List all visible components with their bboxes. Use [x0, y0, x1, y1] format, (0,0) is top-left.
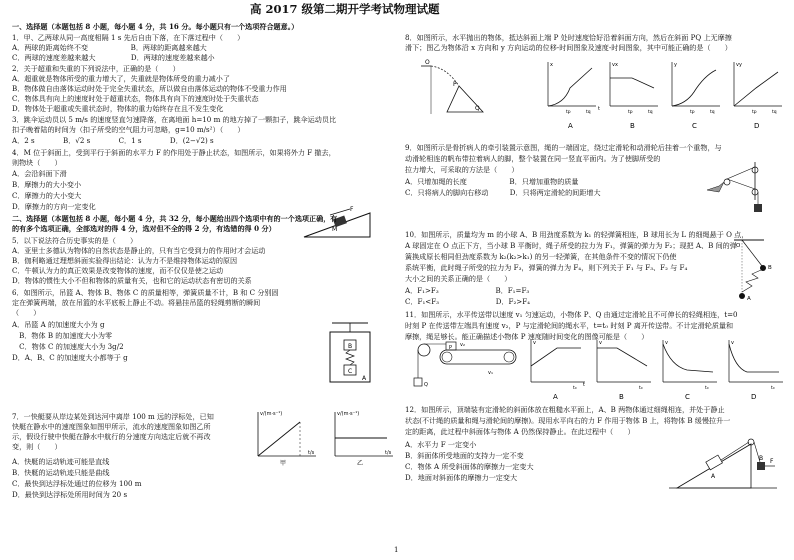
q10-line: A 球固定在 O 点正下方，当小球 B 平衡时，绳子所受的拉力为 F₁，弹簧的弹力为 F₂；现把 A、B 间的弹: [405, 241, 737, 250]
q5-line: B．伽利略通过理想斜面实验得出结论：认为力不是维持物体运动的原因: [12, 256, 238, 265]
label-b: B: [759, 455, 764, 462]
section-1-header: 一、选择题（本题包括 8 小题，每小题 4 分，共 16 分。每小题只有一个选项符合题意。）: [12, 22, 299, 31]
q1-line: A．两球的距离始终不变 B．两球的距离越来越大: [12, 43, 207, 52]
q5-line: A．亚里士多德认为物体的自然状态是静止的，只有当它受到力的作用时才会运动: [12, 246, 266, 255]
axis-label: v: [533, 340, 536, 346]
curve: [531, 348, 581, 366]
q7-line: B．快艇的运动轨迹只能是曲线: [12, 468, 110, 477]
q11-line: 11．如图所示，水平传送带以速度 v₁ 匀速运动，小物体 P、Q 由通过定滑轮且不可伸长的轻绳相连，t=0: [405, 310, 738, 319]
spring: [346, 350, 354, 365]
q8-graph-c: [672, 62, 720, 130]
caption-yi: 乙: [357, 460, 364, 467]
q12-line: 定的距离，此过程中斜面体与物体 A 仍然保持静止。在此过程中（ ）: [405, 427, 635, 436]
q9-traction-figure: [705, 160, 775, 216]
curve: [734, 72, 778, 106]
axis-label: v: [599, 340, 602, 346]
page-number: 1: [394, 546, 399, 554]
label-p: P: [449, 345, 453, 351]
q9-line: 9．如图所示是骨折病人的牵引装置示意图，绳的一端固定，绕过定滑轮和动滑轮后挂着一个重物，与: [405, 143, 722, 152]
q3-line: 3．跳伞运动员以 5 m/s 的速度竖直匀速降落，在离地面 h=10 m 的地方掉了一颗扣子，跳伞运动员比: [12, 115, 337, 124]
sec2-line: 二、选择题（本题包括 8 小题，每小题 4 分，共 32 分，每小题给出四个选项中有的一个选项正确，有: [12, 214, 338, 223]
q2-line: D．物体处于超重或失重状态时，物体的重力始终存在且不发生变化: [12, 104, 224, 113]
q8-graph-d: [734, 62, 782, 130]
q12-line: A．水平力 F 一定变小: [405, 440, 477, 449]
axis-label: v: [665, 340, 668, 346]
q8-graph-a: [548, 62, 596, 130]
q4-line: A．会沿斜面下滑: [12, 169, 67, 178]
q1-line: 1．甲、乙两球从同一高度相隔 1 s 先后自由下落，在下落过程中（ ）: [12, 33, 245, 42]
axis-label: x: [550, 62, 553, 68]
q11-belt-figure: [410, 340, 520, 392]
q7-line: 7．一快艇要从岸边某处到达河中离岸 100 m 远的浮标处，已知: [12, 412, 214, 421]
label-m: M: [332, 226, 338, 233]
q7-line: A．快艇的运动轨迹可能是直线: [12, 457, 110, 466]
axis-label-t: t/s: [385, 450, 392, 456]
q10-line: 簧换成原长相同但劲度系数为 k₂(k₂>k₁) 的另一轻弹簧，在其他条件不变的情况下仍使: [405, 252, 677, 261]
q7-line: 示，假设行驶中快艇在静水中航行的分速度方向选定后就不再改: [12, 432, 211, 441]
label-p: P: [453, 81, 457, 88]
label-f: F: [350, 206, 354, 213]
weight: [754, 204, 762, 212]
q3-line: 扣子晚着陆的时间为（扣子所受的空气阻力可忽略，g=10 m/s²）（ ）: [12, 125, 245, 134]
option-label: B: [630, 122, 635, 130]
q7-line: C．最快到达浮标处通过的位移为 100 m: [12, 479, 142, 488]
roller: [504, 352, 514, 362]
q10-line: 10．如图所示，质量均为 m 的小球 A、B 用劲度系数为 k₁ 的轻弹簧相连，B 球用长为 L 的细绳悬于 O 点，: [405, 230, 749, 239]
axis-label: vx: [612, 62, 618, 68]
q2-line: A．超重就是物体所受的重力增大了，失重就是物体所受的重力减小了: [12, 74, 230, 83]
q9-line: C．只将病人的脚向右移动 D．只将两定滑轮的间距增大: [405, 188, 601, 197]
label-a: A: [747, 296, 751, 302]
tick-tp: tp: [752, 110, 757, 115]
tick-tq: tq: [710, 110, 715, 115]
option-label: C: [692, 122, 697, 130]
block-a: [706, 455, 723, 470]
q6-basket-figure: [324, 320, 376, 386]
q7-line: D．最快到达浮标处所用时间为 20 s: [12, 490, 128, 499]
q4-line: 则物块（ ）: [12, 158, 62, 167]
label-v2: v₂: [460, 342, 465, 348]
q5-line: C．牛顿认为力的真正效果是改变物体的速度，而不仅仅是使之运动: [12, 266, 224, 275]
q8-option-graphs: [540, 58, 785, 132]
axis-label: y: [674, 62, 677, 68]
velocity-line: [258, 422, 300, 456]
tick-label: t₀: [705, 386, 709, 391]
q6-line: （ ）: [12, 308, 41, 317]
q10-line: 系统平衡，此时绳子所受的拉力为 F₃，弹簧的弹力为 F₄，则下列关于 F₁ 与 F₃、F₂ 与 F₄: [405, 263, 688, 272]
label-a: A: [362, 375, 367, 382]
axis-label-v: v/(m·s⁻¹): [337, 411, 360, 417]
q4-line: B．摩擦力的大小变小: [12, 180, 82, 189]
q11-graph-c: [663, 340, 717, 401]
block-b: [757, 462, 765, 470]
q6-line: A．吊篮 A 的加速度大小为 g: [12, 320, 105, 329]
q11-graph-a: [531, 340, 585, 401]
tick-tp: tp: [628, 110, 633, 115]
q9-line: A．只增加绳的长度 B．只增加重物的质量: [405, 177, 579, 186]
page-title: 高 2017 级第二期开学考试物理试题: [250, 2, 440, 16]
q11-graph-d: [729, 340, 783, 401]
spring: [742, 270, 761, 292]
label-q: Q: [424, 382, 428, 388]
axis-label: vy: [736, 62, 742, 68]
curve: [663, 344, 713, 372]
q7-line: 变，则（ ）: [12, 442, 62, 451]
label-b: B: [348, 343, 353, 350]
q6-line: C．物体 C 的加速度大小为 3g/2: [12, 342, 124, 351]
axis-label-v: v/(m·s⁻¹): [260, 411, 283, 417]
q10-line: A．F₁>F₃ B．F₁=F₃: [405, 286, 530, 295]
ball-a: [739, 293, 745, 299]
curve: [672, 70, 716, 106]
q4-line: C．摩擦力的大小变大: [12, 191, 82, 200]
q5-line: D．物体的惯性大小不但和物体的质量有关，也和它的运动状态有密切的关系: [12, 276, 252, 285]
q1-line: C．两球的速度差越来越大 D．两球的速度差越来越小: [12, 53, 215, 62]
sec2-line: 的有多个选项正确，全部选对的得 4 分，选对但不全的得 2 分，有选错的得 0 分）: [12, 224, 276, 233]
string: [742, 240, 762, 266]
axis-label: v: [731, 340, 734, 346]
option-label: A: [553, 393, 558, 401]
q8-incline-figure: [417, 56, 487, 118]
q2-line: B．物体做自由落体运动时处于完全失重状态，所以做自由落体运动的物体不受重力作用: [12, 84, 287, 93]
axis-label-t: t: [598, 106, 600, 112]
curve: [597, 348, 647, 366]
tick-label: t₀: [573, 386, 577, 391]
patient-foot: [707, 182, 724, 192]
q9-line: 动滑轮相连的帆布带拉着病人的脚，整个装置在同一竖直平面内。为了使脚所受的: [405, 154, 661, 163]
q10-spring-figure: [730, 236, 780, 306]
q8-graph-b: [610, 62, 658, 130]
q8-line: 8．如图所示，水平抛出的物体，抵达斜面上端 P 处时速度恰好沿着斜面方向，然后在斜面 PQ 上无摩擦: [405, 33, 732, 42]
q12-line: D．地面对斜面体的摩擦力一定变大: [405, 473, 518, 482]
q11-graph-b: [597, 340, 651, 401]
q9-line: 拉力增大，可采取的方法是（ ）: [405, 165, 519, 174]
q11-line: 时刻 P 在传送带左端具有速度 v₂，P 与定滑轮间的绳水平，t=t₀ 时刻 P 离开传送带。不计定滑轮质量和: [405, 321, 734, 330]
label-b: B: [768, 265, 772, 271]
q12-line: B．斜面体所受地面的支持力一定不变: [405, 451, 524, 460]
label-f: F: [770, 458, 774, 465]
caption-jia: 甲: [280, 460, 287, 467]
q3-line: A．2 s B．√2 s C．1 s D．(2−√2) s: [12, 136, 214, 145]
pulley: [418, 344, 430, 356]
option-label: B: [619, 393, 624, 401]
option-label: A: [568, 122, 573, 130]
block-q: [414, 378, 422, 386]
q6-line: B．物体 B 的加速度大小为零: [12, 331, 113, 340]
q6-line: 定在弹簧两端，放在吊篮的水平底板上静止不动。将悬挂吊篮的轻绳剪断的瞬间: [12, 298, 261, 307]
tick-tq: tq: [586, 110, 591, 115]
label-o: O: [736, 243, 741, 249]
option-label: D: [751, 393, 757, 401]
tick-tp: tp: [566, 110, 571, 115]
q12-line: 状态(不计绳的质量和绳与滑轮间的摩擦)。现用水平向右的力 F 作用于物体 B 上，将物体 B 缓慢拉升一: [405, 416, 731, 425]
q5-line: 5．以下说法符合历史事实的是（ ）: [12, 236, 138, 245]
tick-label: t₀: [771, 386, 775, 391]
q6-line: D．A、B、C 的加速度大小都等于 g: [12, 353, 128, 362]
label-c: C: [348, 368, 353, 375]
label-v1: v₁: [488, 370, 493, 376]
label-o: O: [425, 59, 430, 66]
q4-line: 4．M 位于斜面上，受到平行于斜面的水平力 F 的作用处于静止状态，如图所示，如果将外力 F 撤去，: [12, 148, 336, 157]
q2-line: 2．关于超重和失重的下列说法中，正确的是（ ）: [12, 64, 180, 73]
q11-option-graphs: [523, 336, 785, 402]
axis-label-t: t: [583, 382, 585, 388]
tick-label: t₀: [639, 386, 643, 391]
roller: [442, 352, 452, 362]
rope-a: [721, 442, 749, 460]
curve: [610, 78, 654, 88]
q2-line: C．物体具有向上的速度时处于超重状态，物体具有向下的速度时处于失重状态: [12, 94, 259, 103]
option-label: C: [685, 393, 690, 401]
axis-label-t: t/s: [308, 450, 315, 456]
conveyor-belt: [440, 350, 516, 364]
q12-line: C．物体 A 所受斜面体的摩擦力一定变大: [405, 462, 534, 471]
q6-line: 6．如图所示，吊篮 A、物体 B、物体 C 的质量相等，弹簧质量不计，B 和 C 分别固: [12, 288, 279, 297]
q8-line: 滑下；图乙为物体沿 x 方向和 y 方向运动的位移-时间图象及速度-时间图象，其中可能正确的是（ ）: [405, 43, 732, 52]
q7-line: 快艇在静水中的速度图象如图甲所示，流水的速度图象如图乙所: [12, 422, 211, 431]
label-q: Q: [475, 105, 480, 112]
rope: [727, 167, 755, 189]
q10-line: 大小之间的关系正确的是（ ）: [405, 274, 512, 283]
q10-line: C．F₁<F₃ D．F₂>F₄: [405, 297, 531, 306]
tick-tp: tp: [690, 110, 695, 115]
curve: [729, 344, 779, 372]
q4-line: D．摩擦力的方向一定变化: [12, 202, 96, 211]
label-a: A: [711, 473, 716, 480]
curve: [548, 68, 592, 106]
q7-graph-yi: [327, 408, 397, 468]
tick-tq: tq: [648, 110, 653, 115]
option-label: D: [754, 122, 760, 130]
q11-line: 摩擦，绳足够长。能正确描述小物体 P 速度随时间变化的图像可能是（ ）: [405, 332, 649, 341]
q7-graph-jia: [250, 408, 320, 468]
tick-tq: tq: [772, 110, 777, 115]
q12-line: 12．如图所示，顶端装有定滑轮的斜面体放在粗糙水平面上，A、B 两物体通过细绳相连，并处于静止: [405, 405, 725, 414]
q12-incline-figure: [667, 432, 779, 494]
